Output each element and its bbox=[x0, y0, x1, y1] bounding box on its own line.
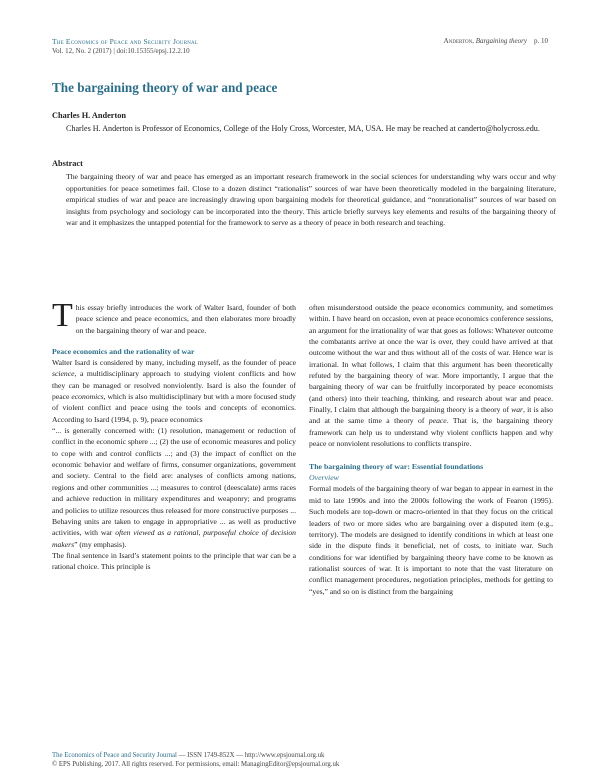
article-title: The bargaining theory of war and peace bbox=[52, 80, 278, 95]
left-column bbox=[52, 297, 296, 573]
footer-copyright: © EPS Publishing, 2017. All rights reserved. For permissions, email: ManagingEditor@epsjournal.org.uk bbox=[52, 761, 340, 768]
issue-doi: Vol. 12, No. 2 (2017) | doi:10.15355/epsj.12.2.10 bbox=[52, 46, 190, 55]
running-header-right bbox=[444, 37, 548, 45]
quote-text: ” (my emphasis). bbox=[74, 539, 127, 549]
footer-journal: The Economics of Peace and Security Journal bbox=[52, 752, 177, 759]
text-run: Walter Isard is considered by many, including myself, as the founder of peace bbox=[52, 358, 296, 368]
emphasis-peace: peace bbox=[428, 416, 447, 426]
quote-emphasis: often viewed as a rational, purposeful choice of decision makers bbox=[52, 528, 296, 549]
text-run: often misunderstood outside the peace economics community, and sometimes within. I have heard on occasion, even at peace economics conference sessions, an argument for the irrationality of war that goes as follows: Whatever outcome the combatants arrive at once the war is over, they could have arrived at that outcome without the war and thus without all of the costs of war. Hence war is irrational. In what follows, I claim that this argument has been theoretically refuted by the bargaining theory of war. More importantly, I argue that the bargaining theory of war can be fruitfully incorporated by peace economists (and others) into their teaching, thinking, and research about war and peace. Finally, I claim that although the bargaining theory is a theory of bbox=[309, 303, 553, 415]
right-column bbox=[309, 302, 553, 597]
text-run: , a multidisciplinary approach to studying violent conflicts and how they can be managed or resolved nonviolently. Isard is also the founder of peace bbox=[52, 369, 296, 402]
abstract-text: The bargaining theory of war and peace has emerged as an important research framework in the social sciences for understanding why wars occur and why opportunities for peace sometimes fail. Close to a dozen distinct “rationalist” sources of war have been theoretically modeled in the bargaining literature, empirical studies of war and peace are increasingly drawing upon bargaining models for theoretical guidance, and “nonrationalist” sources of war based on insights from psychology and sociology can be incorporated into the theory. This article briefly surveys key elements and results of the bargaining theory of war and it emphasizes the untapped potential for the framework to serve as a theory of peace in both research and teaching. bbox=[66, 172, 556, 228]
running-header-left bbox=[52, 37, 198, 56]
text-run: , it is also and at the same time a theory of bbox=[309, 405, 553, 426]
quote-text: “... is generally concerned with: (1) resolution, management or reduction of conflict in the economic sphere ...; (2) the use of economic measures and policy to cope with and control conflicts ...; and (3) the impact of conflict on the economic behavior and welfare of firms, consumer organizations, government and society. Central to the field are: analyses of conflicts among nations, regions and other communities ...; measures to control (deescalate) arms races and achieve reduction in military expenditures and weaponry; and programs and policies to utilize resources thus released for more constructive purposes ... Behaving units are taken to engage in appropriative ... as well as productive activities, with war bbox=[52, 426, 296, 538]
running-title: , Bargaining theory bbox=[472, 37, 527, 45]
journal-name: The Economics of Peace and Security Journal bbox=[52, 37, 199, 46]
intro-paragraph bbox=[52, 297, 296, 336]
abstract-heading: Abstract bbox=[52, 159, 83, 168]
running-author: Anderton bbox=[443, 37, 473, 45]
section1-paragraph bbox=[52, 357, 296, 425]
section-heading-peace-economics: Peace economics and the rationality of war bbox=[52, 347, 195, 357]
rationality-paragraph bbox=[309, 302, 553, 449]
subsection-heading-overview: Overview bbox=[309, 473, 339, 483]
block-quote bbox=[52, 425, 296, 550]
section-heading-bargaining: The bargaining theory of war: Essential foundations bbox=[309, 462, 484, 472]
author-bio: Charles H. Anderton is Professor of Economics, College of the Holy Cross, Worcester, MA, USA. He may be reached at canderto@holycross.edu. bbox=[66, 124, 540, 133]
intro-text: his essay briefly introduces the work of Walter Isard, founder of both peace science and peace economics, and then elaborates more broadly on the bargaining theory of war and peace. bbox=[75, 303, 296, 335]
footer-line-1 bbox=[52, 751, 339, 760]
text-run: . That is, the bargaining theory framework can help us to understand why violent conflicts happen and why peace or nonviolent resolutions to conflicts transpire. bbox=[309, 416, 553, 449]
overview-paragraph: Formal models of the bargaining theory of war began to appear in earnest in the mid to late 1990s and into the 2000s following the work of Fearon (1995). Such models are top-down or macro-oriented in that they focus on the critical leaders of two or more sides who are bargaining over a disputed item (e.g., territory). The models are designed to identify conditions in which at least one side in the dispute finds it beneficial, net of costs, to initiate war. Such conditions for war identified by bargaining theory have come to be known as rationalist sources of war. It is important to note that the vast literature on conflict management procedures, negotiation principles, methods for getting to “yes,” and so on is distinct from the bargaining bbox=[309, 484, 553, 596]
page-number: p. 10 bbox=[534, 37, 548, 45]
text-run: , which is also multidisciplinary but with a more focused study of violent conflict and peace using the tools and concepts of economics. According to Isard (1994, p. 9), peace economics bbox=[52, 392, 296, 424]
page-footer bbox=[52, 751, 339, 769]
emphasis-war: war bbox=[511, 405, 524, 415]
emphasis-science: science bbox=[52, 369, 75, 379]
emphasis-economics: economics bbox=[71, 392, 104, 402]
footer-issn: — ISSN 1749-852X — http://www.epsjournal.org.uk bbox=[176, 752, 325, 759]
section1-paragraph-2: The final sentence in Isard’s statement points to the principle that war can be a rational choice. This principle is bbox=[52, 550, 296, 572]
author-name: Charles H. Anderton bbox=[52, 111, 126, 120]
drop-cap: T bbox=[52, 297, 73, 334]
